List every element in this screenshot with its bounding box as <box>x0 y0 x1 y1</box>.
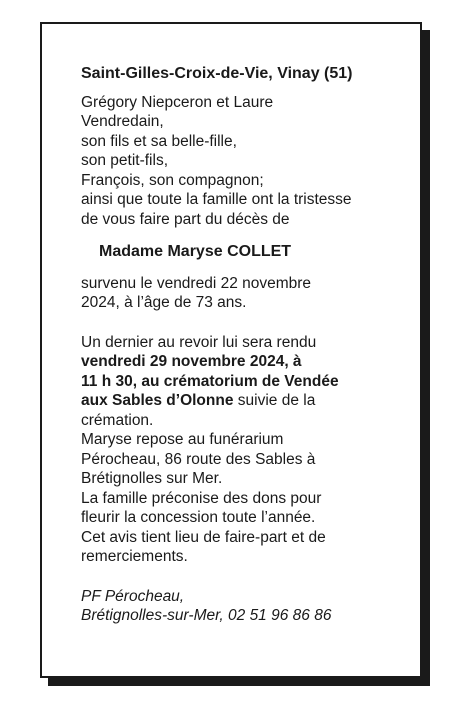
signature-line: PF Pérocheau, <box>81 587 185 605</box>
ceremony-line: crémation. <box>81 411 154 429</box>
rest-line: fleurir la concession toute l’année. <box>81 509 316 526</box>
rest-line: Maryse repose au funérarium <box>81 431 284 448</box>
death-line: 2024, à l’âge de 73 ans. <box>81 294 247 311</box>
notice-heading: Saint-Gilles-Croix-de-Vie, Vinay (51) <box>81 65 353 82</box>
ceremony-date-line: vendredi 29 novembre 2024, à <box>81 353 302 370</box>
family-line: son petit-fils, <box>81 152 169 169</box>
paragraph-gap <box>81 313 401 333</box>
rest-line: Cet avis tient lieu de faire-part et de <box>81 528 326 546</box>
death-line: survenu le vendredi 22 novembre <box>81 274 312 292</box>
ceremony-city-line <box>81 391 401 411</box>
deceased-name: Madame Maryse COLLET <box>99 243 292 260</box>
family-line: de vous faire part du décès de <box>81 210 290 228</box>
rest-line: La famille préconise des dons pour <box>81 489 322 507</box>
death-paragraph <box>81 274 401 313</box>
ceremony-place-line: 11 h 30, au crématorium de Vendée <box>81 372 339 390</box>
signature <box>81 587 401 626</box>
family-line: François, son compagnon; <box>81 171 264 189</box>
rest-line: Brétignolles sur Mer. <box>81 470 223 487</box>
family-line: Vendredain, <box>81 113 164 130</box>
family-line: Grégory Niepceron et Laure <box>81 93 274 111</box>
rest-line: remerciements. <box>81 548 188 565</box>
ceremony-line: Un dernier au revoir lui sera rendu <box>81 333 317 351</box>
signature-line: Brétignolles-sur-Mer, 02 51 96 86 86 <box>81 607 332 624</box>
rest-line: Pérocheau, 86 route des Sables à <box>81 450 316 468</box>
obituary-notice <box>40 22 422 678</box>
family-line: son fils et sa belle-fille, <box>81 132 237 150</box>
family-line: ainsi que toute la famille ont la tristesse <box>81 191 352 208</box>
family-paragraph <box>81 93 401 230</box>
notice-content <box>81 64 401 626</box>
ceremony-paragraph <box>81 333 401 567</box>
ceremony-city-rest: suivie de la <box>233 392 316 409</box>
ceremony-city-bold: aux Sables d’Olonne <box>81 392 234 409</box>
